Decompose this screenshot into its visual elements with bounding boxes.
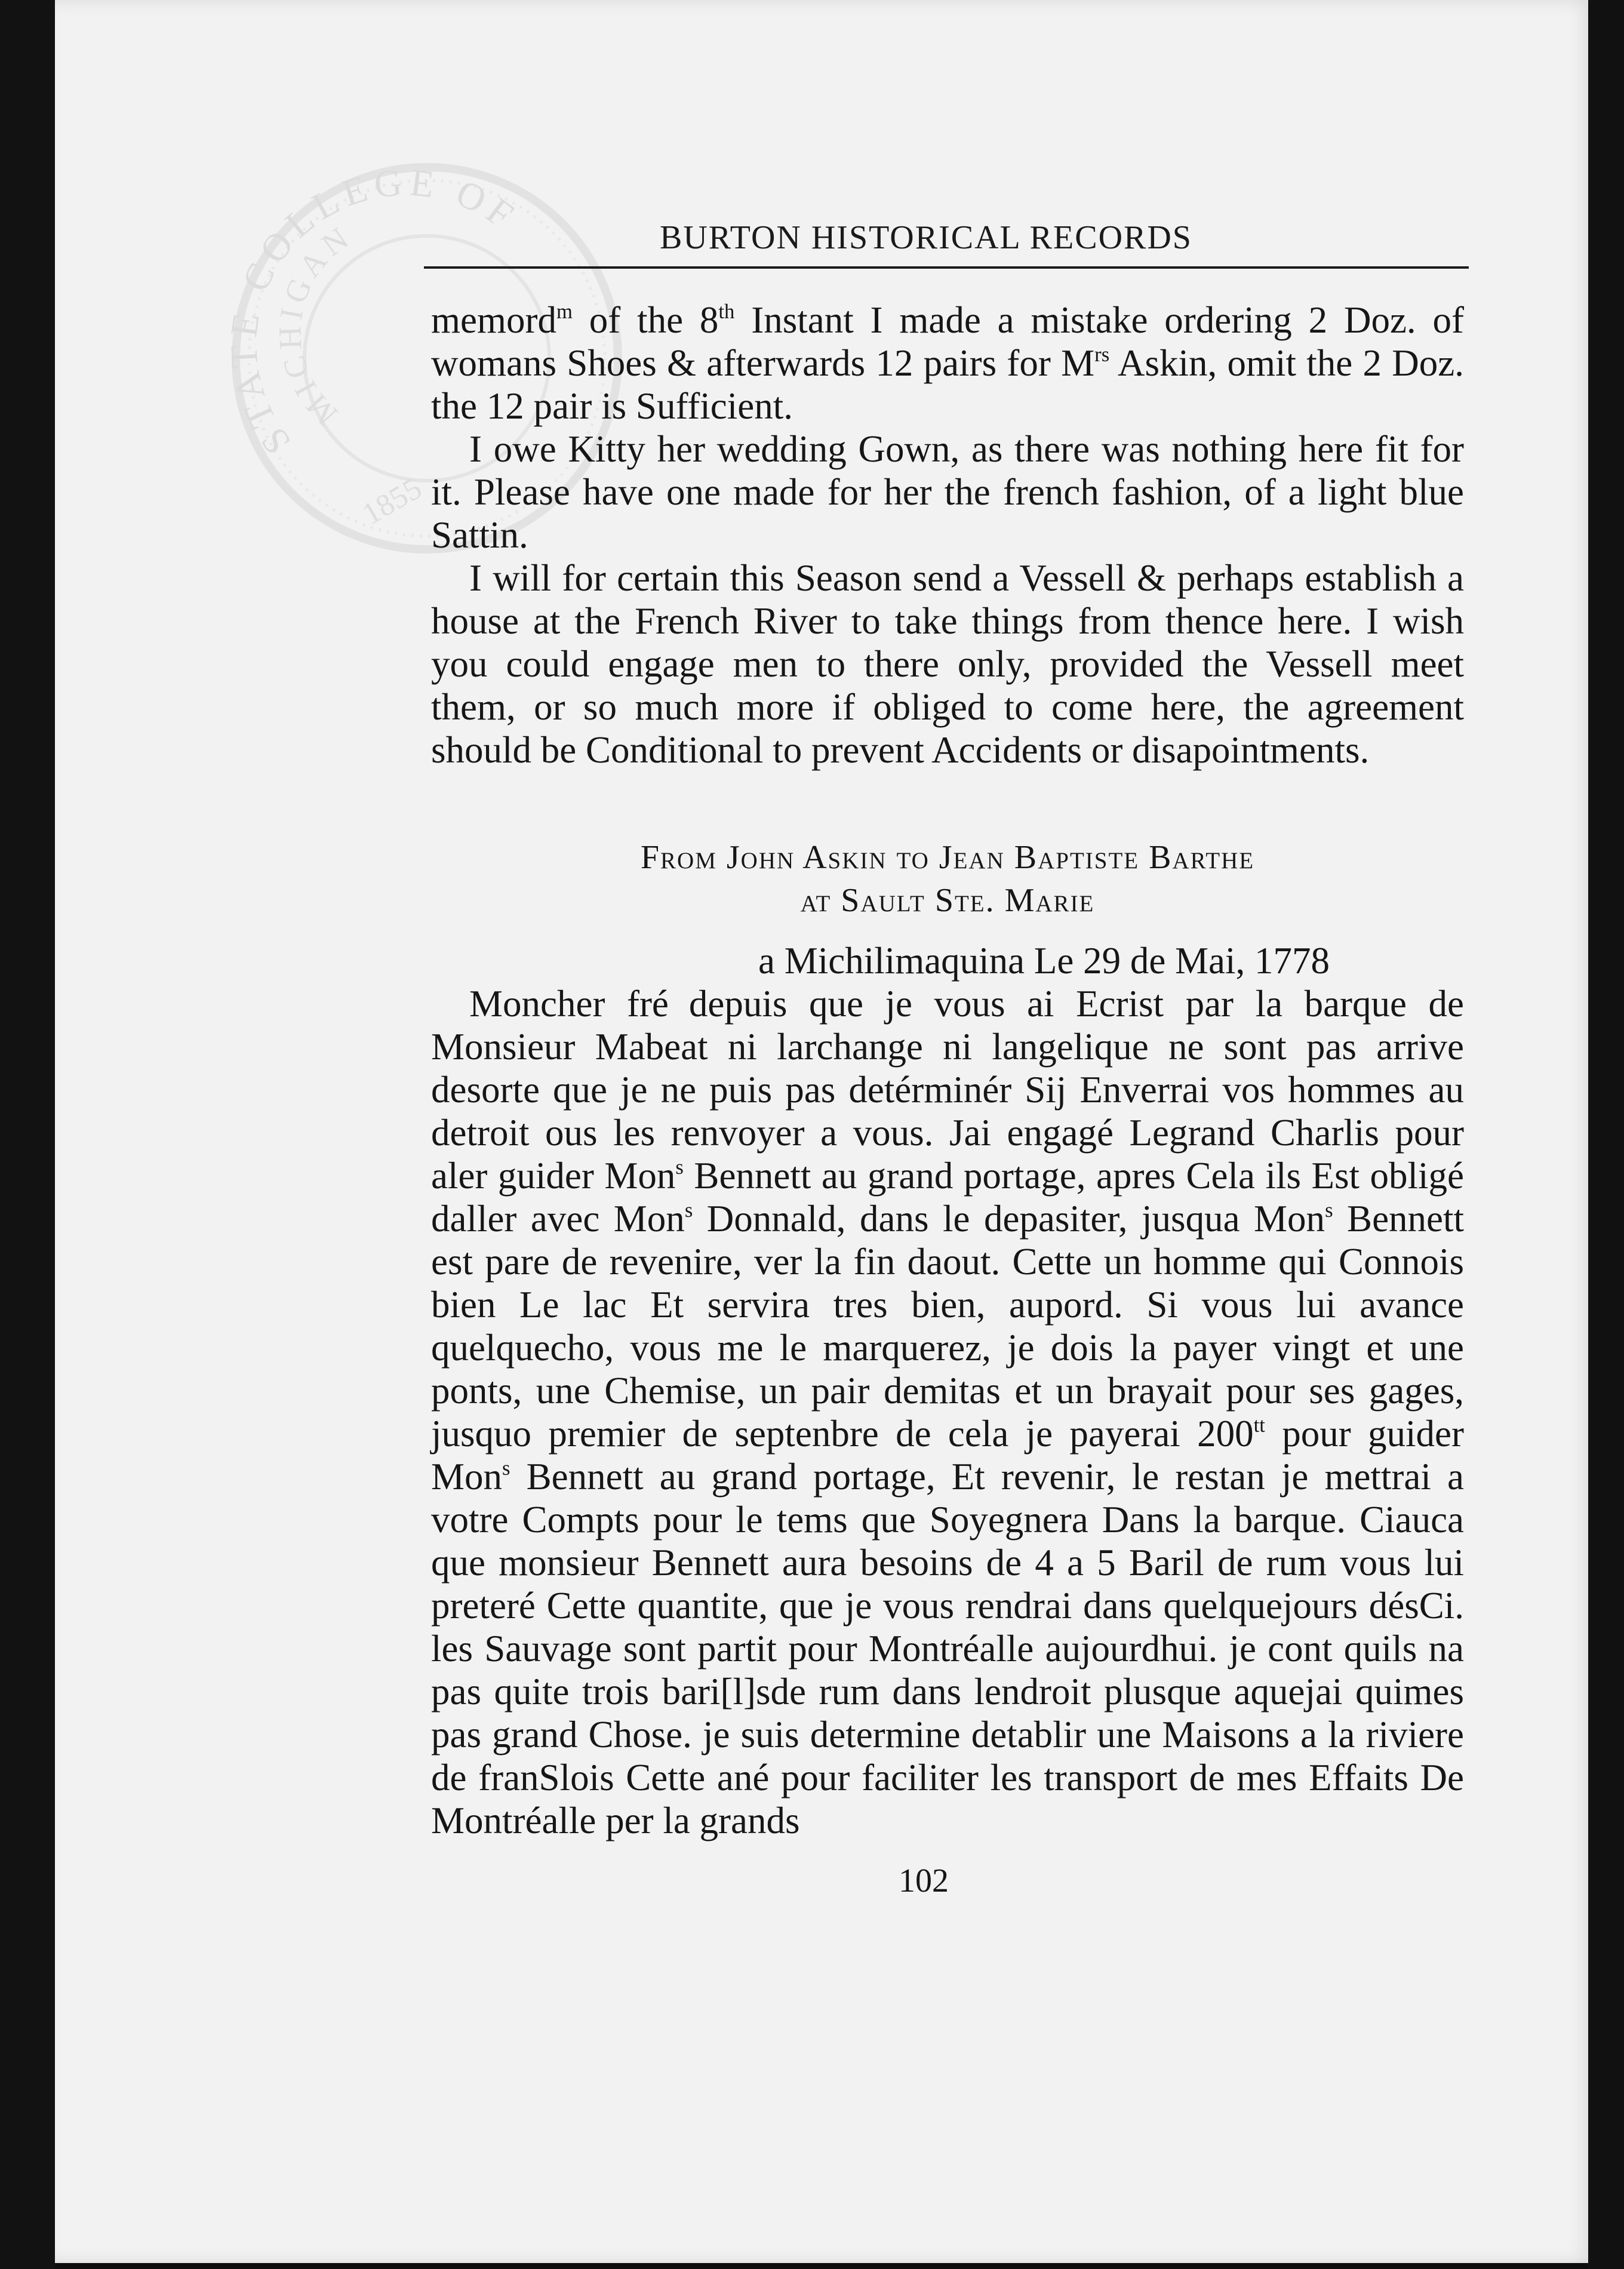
letter-paragraph: Moncher fré depuis que je vous ai Ecrist par la barque de Monsieur Mabeat ni larchange ni langelique ne sont pas arrive desorte que je ne puis pas detérminér Sij Enverrai vos hommes au detroit ous les renvoyer a vous. Jai engagé Legrand Charlis pour aler guider Mon$^s$ Bennett au grand portage, apres Cela ils Est obligé daller avec Mon$^s$ Donnald, dans le depasiter, jusqua Mon$^s$ Bennett est pare de revenire, ver la fin daout. Cette un homme qui Connois bien Le lac Et servira tres bien, aupord. Si vous lui avance quelquecho, vous me le marquerez, je dois la payer vingt et une ponts, une Chemise, un pair demitas et un brayait pour ses gages, jusquo premier de septenbre de cela je payerai $200^{tt}$ pour guider Mon$^s$ Bennett au grand portage, Et revenir, le restan je mettrai a votre Compts pour le tems que Soyegnera Dans la barque. Ciauca que monsieur Bennett aura besoins de 4 a 5 Baril de rum vous lui preteré Cette quantite, que je vous rendrai dans quelquejours désCi. les Sauvage sont partit pour Montréalle aujourdhui. je cont quils na pas quite trois bari[l]sde rum dans lendroit plusque aquejai quimes pas grand Chose. je suis determine detablir une Maisons a la riviere de franSlois Cette ané pour faciliter les transport de mes Effaits De Montréalle per la grands: [431, 983, 1465, 1841]
scan-border-right: [1588, 0, 1624, 2269]
section-title-line-1: From John Askin to Jean Baptiste Barthe: [640, 839, 1255, 876]
header-rule: [424, 266, 1469, 269]
svg-text:MICHIGAN: MICHIGAN: [272, 217, 359, 433]
svg-text:1855: 1855: [356, 471, 428, 532]
svg-text:STATE COLLEGE OF: STATE COLLEGE OF: [222, 160, 526, 462]
section-title-line-2: at Sault Ste. Marie: [800, 882, 1095, 919]
intro-paragraph-2: I owe Kitty her wedding Gown, as there was nothing here fit for it. Please have one made for her the french fashion, of a light blue Sattin.: [431, 428, 1464, 556]
letter-text: [431, 982, 1464, 1842]
section-title: [431, 836, 1464, 922]
intro-paragraph-1: memord$^m$ of the 8th Instant I made a mistake ordering 2 Doz. of womans Shoes & afterwards 12 pairs for $M^{rs}$ Askin, omit the 2 Doz. the 12 pair is Sufficient.: [431, 299, 1464, 427]
salutation: Moncher fré: [469, 983, 669, 1025]
intro-paragraph-3: I will for certain this Season send a Vessell & perhaps establish a house at the French River to take things from thence here. I wish you could engage men to there only, provided the Vessell meet them, or so much more if obliged to come here, the agreement should be Conditional to prevent Accidents or disapointments.: [431, 557, 1464, 771]
page-number: 102: [899, 1862, 949, 1899]
scan-border-left: [0, 0, 55, 2269]
intro-text: [431, 299, 1464, 771]
running-head: BURTON HISTORICAL RECORDS: [660, 219, 1192, 256]
dateline: a Michilimaquina Le 29 de Mai, 1778: [758, 940, 1330, 982]
